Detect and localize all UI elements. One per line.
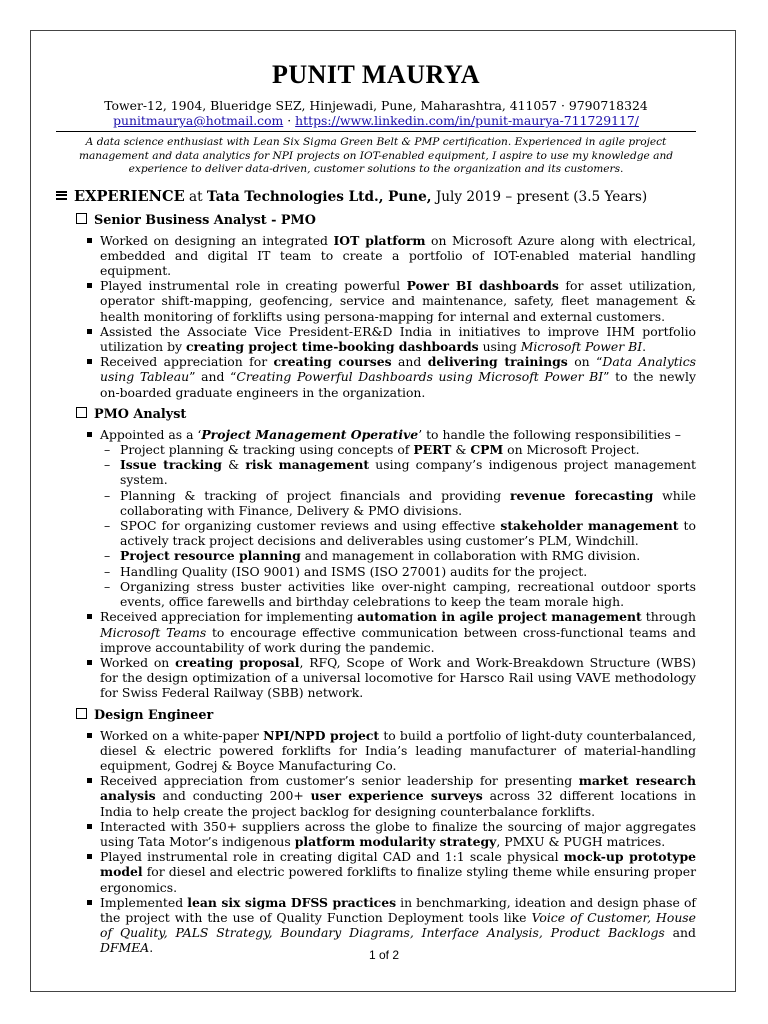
sub-list-item: – Handling Quality (ISO 9001) and ISMS (ISO 27001) audits for the project. — [56, 564, 696, 579]
contact-address: Tower-12, 1904, Blueridge SEZ, Hinjewadi, Pune, Maharashtra, 411057 · 9790718324 — [104, 98, 648, 113]
experience-title: EXPERIENCE — [74, 187, 185, 205]
profile-summary: A data science enthusiast with Lean Six Sigma Green Belt & PMP certification. Experienced in agile project management and data analytics for NPI projects on IOT-enabled equipment, I aspire to use my knowledge and experience to deliver data-driven, customer solutions to the organization and its customers. — [78, 136, 674, 176]
list-bullet-icon — [56, 191, 67, 200]
pmo-sub-bullets — [56, 442, 696, 609]
email-link[interactable]: punitmaurya@hotmail.com — [113, 113, 284, 129]
list-item: Worked on designing an integrated IOT platform on Microsoft Azure along with electrical, embedded and digital IT team to create a portfolio of IOT-enabled material handling equipment. — [56, 233, 696, 279]
role-senior-business-analyst — [76, 213, 696, 229]
sub-list-item: – Organizing stress buster activities like over-night camping, recreational outdoor sports events, office farewells and birthday celebrations to keep the team morale high. — [56, 579, 696, 609]
sub-list-item: – Issue tracking & risk management using company’s indigenous project management system. — [56, 457, 696, 487]
link-separator: · — [283, 113, 296, 129]
sub-list-item: – Project planning & tracking using concepts of PERT & CPM on Microsoft Project. — [56, 442, 696, 457]
checkbox-icon — [76, 708, 87, 719]
sub-list-item: – Project resource planning and management in collaboration with RMG division. — [56, 548, 696, 563]
list-item: Played instrumental role in creating digital CAD and 1:1 scale physical mock-up prototype model for diesel and electric powered forklifts to finalize styling theme while ensuring proper ergonomics. — [56, 849, 696, 895]
candidate-name: PUNIT MAURYA — [271, 60, 481, 89]
role-pmo-analyst — [76, 407, 696, 423]
header-divider — [56, 131, 696, 132]
sub-list-item: – SPOC for organizing customer reviews and using effective stakeholder management to actively track project decisions and deliverables using customer’s PLM, Windchill. — [56, 518, 696, 548]
list-item: Worked on a white-paper NPI/NPD project to build a portfolio of light-duty counterbalanced, diesel & electric powered forklifts for India’s leading manufacturer of material-handling equipment, Godrej & Boyce Manufacturing Co. — [56, 728, 696, 774]
experience-period: July 2019 – present (3.5 Years) — [431, 188, 648, 205]
experience-heading — [56, 188, 696, 206]
linkedin-link[interactable]: https://www.linkedin.com/in/punit-maurya-711729117/ — [295, 113, 639, 129]
list-item: Appointed as a ‘Project Management Operative’ to handle the following responsibilities – – Project planning & tracking using concepts of PERT & CPM on Microsoft Project. – Issue tracking & risk management using company’s indigenous project management system. – Planning & tracking of project financials and providing revenue forecasting while collaborating with Finance, Delivery & PMO divisions. – SPOC for organizing customer reviews and using effective stakeholder management to actively track project decisions and deliverables using customer’s PLM, Windchill. – Project resource planning and management in collaboration with RMG division. – Handling Quality (ISO 9001) and ISMS (ISO 27001) audits for the project. – Organizing stress buster activities like over-night camping, recreational outdoor sports events, office farewells and birthday celebrations to keep the team morale high. — [56, 427, 696, 609]
list-item: Received appreciation for creating courses and delivering trainings on “Data Analytics using Tableau” and “Creating Powerful Dashboards using Microsoft Power BI” to the newly on-boarded graduate engineers in the organization. — [56, 354, 696, 400]
sba-bullets — [56, 233, 696, 400]
role-title: Design Engineer — [94, 707, 214, 723]
role-design-engineer — [76, 708, 696, 724]
list-item: Assisted the Associate Vice President-ER&D India in initiatives to improve IHM portfolio utilization by creating project time-booking dashboards using Microsoft Power BI. — [56, 324, 696, 354]
page-number: 1 of 2 — [368, 948, 400, 962]
list-item: Implemented lean six sigma DFSS practices in benchmarking, ideation and design phase of the project with the use of Quality Function Deployment tools like Voice of Customer, House of Quality, PALS Strategy, Boundary Diagrams, Interface Analysis, Product Backlogs and DFMEA. — [56, 895, 696, 956]
list-item: Received appreciation from customer’s senior leadership for presenting market research analysis and conducting 200+ user experience surveys across 32 different locations in India to help create the project backlog for designing counterbalance forklifts. — [56, 773, 696, 819]
de-bullets — [56, 728, 696, 956]
list-item: Played instrumental role in creating powerful Power BI dashboards for asset utilization, operator shift-mapping, geofencing, service and maintenance, safety, fleet management & health monitoring of forklifts using persona-mapping for internal and external customers. — [56, 278, 696, 324]
role-title: Senior Business Analyst - PMO — [94, 212, 316, 228]
list-item: Interacted with 350+ suppliers across the globe to finalize the sourcing of major aggregates using Tata Motor’s indigenous platform modularity strategy, PMXU & PUGH matrices. — [56, 819, 696, 849]
contact-links — [56, 113, 696, 128]
list-item: Received appreciation for implementing automation in agile project management through Microsoft Teams to encourage effective communication between cross-functional teams and improve accountability of work during the pandemic. — [56, 609, 696, 655]
role-title: PMO Analyst — [94, 406, 187, 422]
pmo-bullets — [56, 427, 696, 701]
checkbox-icon — [76, 407, 87, 418]
resume-content — [56, 58, 696, 956]
list-item: Worked on creating proposal, RFQ, Scope of Work and Work-Breakdown Structure (WBS) for the design optimization of a universal locomotive for Harsco Rail using VAVE methodology for Swiss Federal Railway (SBB) network. — [56, 655, 696, 701]
experience-at: at — [184, 188, 207, 205]
checkbox-icon — [76, 213, 87, 224]
experience-company: Tata Technologies Ltd., Pune, — [206, 188, 432, 205]
sub-list-item: – Planning & tracking of project financials and providing revenue forecasting while collaborating with Finance, Delivery & PMO divisions. — [56, 488, 696, 518]
